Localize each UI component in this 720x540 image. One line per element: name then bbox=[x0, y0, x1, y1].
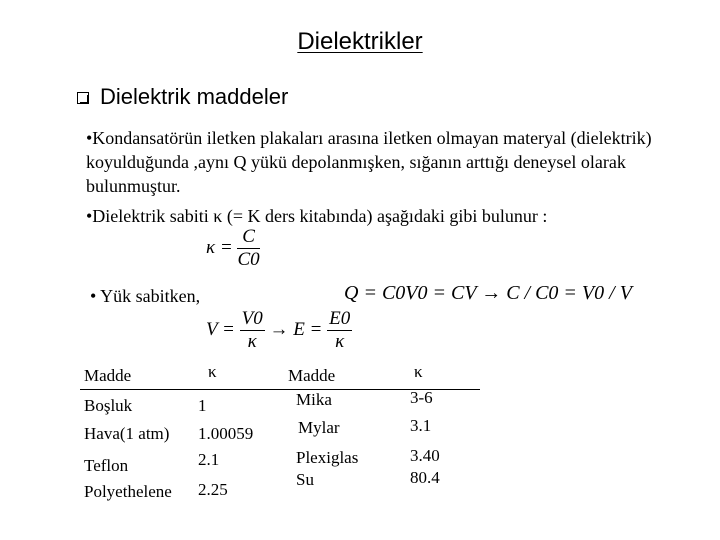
paragraph-line-1: •Kondansatörün iletken plakaları arasına iletken olmayan materyal (dielektrik) bbox=[86, 128, 652, 148]
madde-cell: Hava(1 atm) bbox=[84, 424, 170, 443]
kappa-numerator: C bbox=[237, 226, 259, 249]
field-numerator: E0 bbox=[329, 308, 351, 329]
madde-cell: Mika bbox=[296, 390, 332, 409]
charge-equation: Q = C0V0 = CV → C / C0 = V0 / V bbox=[344, 282, 632, 304]
kappa-cell: 2.25 bbox=[198, 480, 228, 499]
checkbox-bullet-icon bbox=[77, 92, 89, 104]
field-denominator: κ bbox=[335, 331, 345, 352]
table-header-kappa-right: κ bbox=[414, 362, 423, 381]
voltage-numerator: V0 bbox=[241, 308, 263, 329]
voltage-field-equation bbox=[206, 308, 352, 353]
table-row bbox=[84, 392, 172, 506]
kappa-cell: 3.1 bbox=[410, 416, 432, 435]
paragraph-line-4: •Dielektrik sabiti κ (= K ders kitabında) aşağıdaki gibi bulunur : bbox=[86, 206, 548, 226]
kappa-cell: 80.4 bbox=[410, 468, 440, 487]
madde-cell: Teflon bbox=[84, 456, 129, 475]
table-header-kappa-left: κ bbox=[208, 362, 217, 381]
field-fraction bbox=[327, 308, 352, 353]
madde-cell: Mylar bbox=[298, 418, 340, 437]
kappa-denominator: C0 bbox=[237, 249, 260, 270]
table-row bbox=[198, 392, 253, 504]
kappa-fraction bbox=[237, 226, 259, 271]
table-header-madde-right: Madde bbox=[288, 366, 336, 385]
voltage-fraction bbox=[240, 308, 265, 353]
charge-constant-label: • Yük sabitken, bbox=[90, 286, 201, 306]
voltage-denominator: κ bbox=[247, 331, 257, 352]
kappa-cell: 1.00059 bbox=[198, 424, 254, 443]
paragraph-line-3: bulunmuştur. bbox=[86, 176, 181, 196]
table-row bbox=[296, 386, 358, 494]
madde-cell: Plexiglas bbox=[296, 448, 359, 467]
field-lhs: → E = bbox=[269, 318, 323, 340]
subheading: Dielektrik maddeler bbox=[100, 84, 289, 109]
voltage-lhs: V = bbox=[206, 318, 235, 340]
kappa-cell: 3.40 bbox=[410, 446, 440, 465]
kappa-definition-equation bbox=[206, 226, 260, 271]
madde-cell: Su bbox=[296, 470, 314, 489]
kappa-lhs: κ = bbox=[206, 236, 233, 258]
kappa-cell: 2.1 bbox=[198, 450, 220, 469]
paragraph-line-2: koyulduğunda ,aynı Q yükü depolanmışken, sığanın arttığı deneysel olarak bbox=[86, 152, 626, 172]
kappa-cell: 3-6 bbox=[410, 388, 433, 407]
page-title: Dielektrikler bbox=[297, 28, 423, 55]
table-row bbox=[410, 384, 440, 492]
kappa-cell: 1 bbox=[198, 396, 207, 415]
madde-cell: Boşluk bbox=[84, 396, 133, 415]
madde-cell: Polyethelene bbox=[84, 482, 172, 501]
table-header-madde-left: Madde bbox=[84, 366, 132, 385]
